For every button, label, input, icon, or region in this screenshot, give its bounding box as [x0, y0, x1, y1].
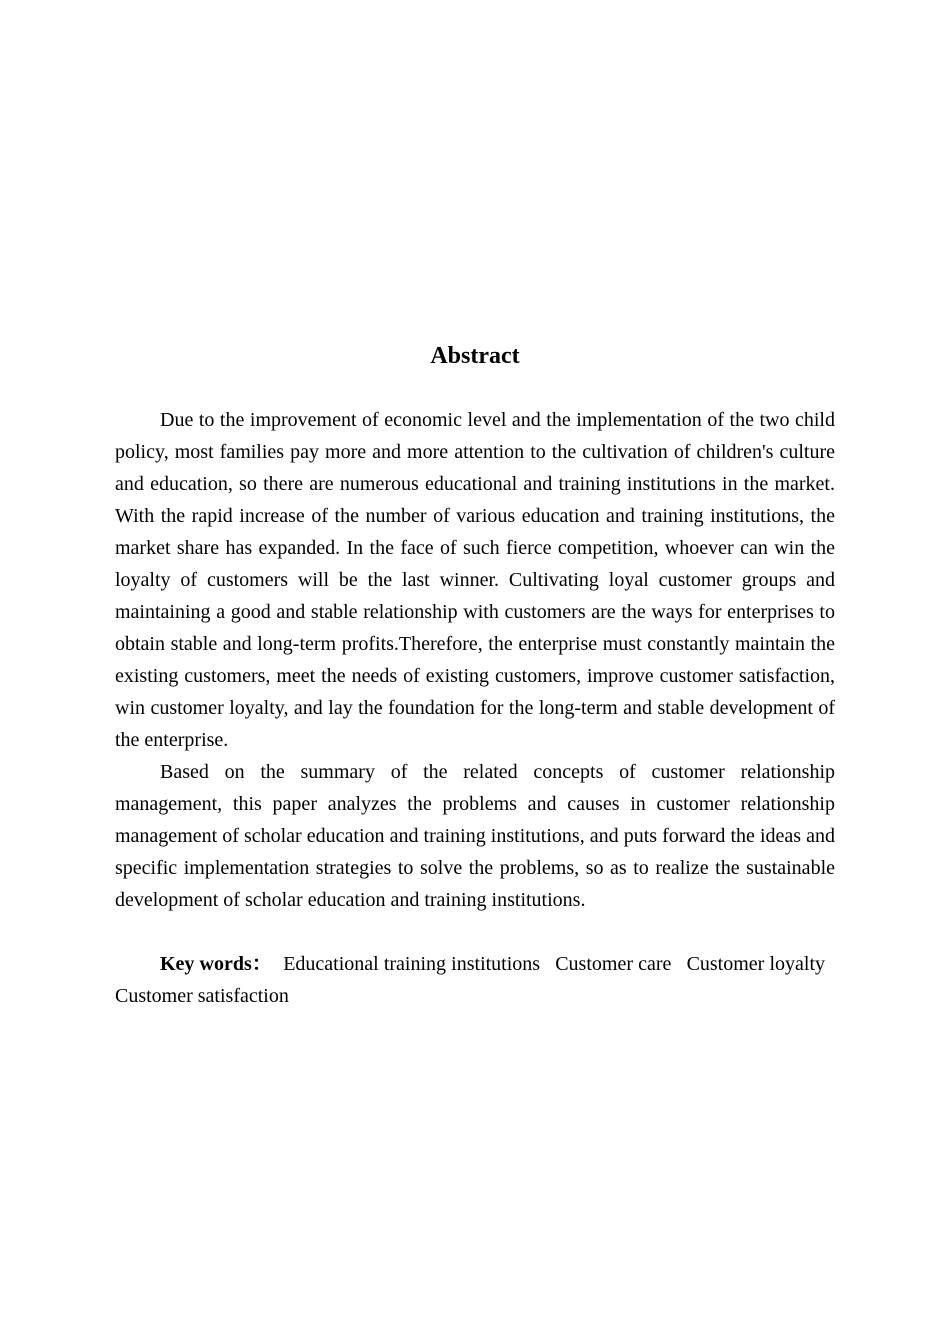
keyword-item: Customer care — [555, 953, 672, 975]
keyword-item: Customer loyalty — [686, 953, 826, 975]
abstract-paragraph-1: Due to the improvement of economic level and the implementation of the two child policy, most families pay more and more attention to the cultivation of children's culture and education, so there are numerous educational and training institutions in the market. With the rapid increase of the number of various education and training institutions, the market share has expanded. In the face of such fierce competition, whoever can win the loyalty of customers will be the last winner. Cultivating loyal customer groups and maintaining a good and stable relationship with customers are the ways for enterprises to obtain stable and long-term profits.Therefore, the enterprise must constantly maintain the existing customers, meet the needs of existing customers, improve customer satisfaction, win customer loyalty, and lay the foundation for the long-term and stable development of the enterprise. — [115, 409, 835, 751]
keyword-item: Educational training institutions — [283, 953, 541, 975]
keywords-line — [115, 948, 835, 1012]
keywords-label: Key words： — [160, 953, 273, 975]
abstract-paragraph-2: Based on the summary of the related concepts of customer relationship management, this paper analyzes the problems and causes in customer relationship management of scholar education and training institutions, and puts forward the ideas and specific implementation strategies to solve the problems, so as to realize the sustainable development of scholar education and training institutions. — [115, 761, 835, 911]
keyword-item: Customer satisfaction — [115, 985, 289, 1007]
abstract-body — [115, 404, 835, 1012]
abstract-title: Abstract — [430, 343, 520, 369]
